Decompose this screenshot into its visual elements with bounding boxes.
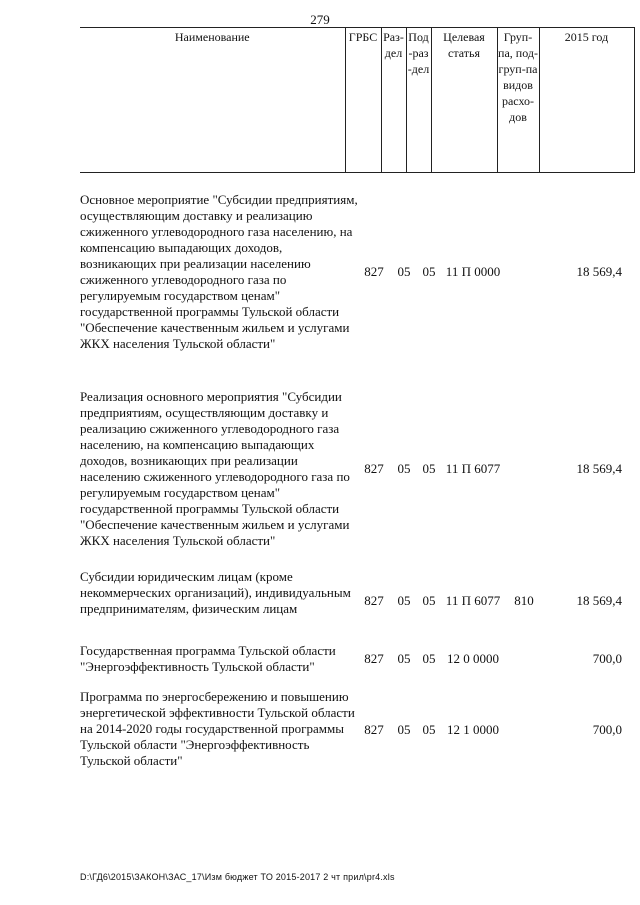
row-name: Программа по энергосбережению и повышению энергетической эффективности Тульской области на 2014-2020 годы государственной программы Тульской области "Энергоэффективность Тульской области" [80, 689, 355, 768]
row-sum: 18 569,4 [576, 593, 622, 608]
row-name: Субсидии юридическим лицам (кроме некоммерческих организаций), индивидуальным предпринимателям, физическим лицам [80, 569, 351, 616]
row-razdel: 05 [397, 264, 411, 279]
table-header [80, 27, 635, 173]
header-year: 2015 год [539, 27, 634, 173]
row-grbs: 827 [364, 264, 384, 279]
row-grbs: 827 [364, 461, 384, 476]
file-path-footer: D:\ГД6\2015\ЗАКОН\ЗАС_17\Изм бюджет ТО 2015-2017 2 чт прил\pr4.xls [80, 872, 395, 882]
row-razdel: 05 [397, 722, 411, 737]
row-sum: 18 569,4 [576, 264, 622, 279]
page-number: 279 [310, 12, 330, 27]
row-podrazdel: 05 [422, 461, 436, 476]
row-grbs: 827 [364, 722, 384, 737]
row-podrazdel: 05 [422, 264, 436, 279]
row-celevaya: 12 1 0000 [447, 722, 499, 737]
row-sum: 18 569,4 [576, 461, 622, 476]
row-razdel: 05 [397, 461, 411, 476]
header-grbs: ГРБС [345, 27, 381, 173]
row-sum: 700,0 [592, 722, 622, 737]
header-name: Наименование [80, 27, 345, 173]
header-razdel: Раз-дел [381, 27, 406, 173]
row-podrazdel: 05 [422, 722, 436, 737]
row-razdel: 05 [397, 651, 411, 666]
row-name: Реализация основного мероприятия "Субсидии предприятиям, осуществляющим доставку и реализацию сжиженного углеводородного газа населению, на компенсацию выпадающих доходов, возникающих при реализации населению сжиженного углеводородного газа по регулируемым государством ценам" государственной программы Тульской области "Обеспечение качественным жильем и услугами ЖКХ населения Тульской области" [80, 389, 350, 548]
header-podrazdel: Под-раз-дел [406, 27, 431, 173]
row-celevaya: 11 П 6077 [445, 593, 501, 608]
row-name: Государственная программа Тульской области "Энергоэффективность Тульской области" [80, 643, 336, 674]
row-gruppa: 810 [514, 593, 534, 608]
row-podrazdel: 05 [422, 651, 436, 666]
header-celevaya: Целевая статья [431, 27, 497, 173]
header-gruppa: Груп-па, под-груп-па видов расхо-дов [497, 27, 539, 173]
row-celevaya: 11 П 6077 [445, 461, 501, 476]
row-name: Основное мероприятие "Субсидии предприятиям, осуществляющим доставку и реализацию сжиженного углеводородного газа населению, на компенсацию выпадающих доходов, возникающих при реализации населению сжиженного углеводородного газа по регулируемым государством ценам" государственной программы Тульской области "Обеспечение качественным жильем и услугами ЖКХ населения Тульской области" [80, 192, 358, 351]
row-celevaya: 12 0 0000 [447, 651, 499, 666]
row-sum: 700,0 [592, 651, 622, 666]
row-grbs: 827 [364, 651, 384, 666]
row-podrazdel: 05 [422, 593, 436, 608]
row-grbs: 827 [364, 593, 384, 608]
row-celevaya: 11 П 0000 [445, 264, 501, 279]
row-razdel: 05 [397, 593, 411, 608]
